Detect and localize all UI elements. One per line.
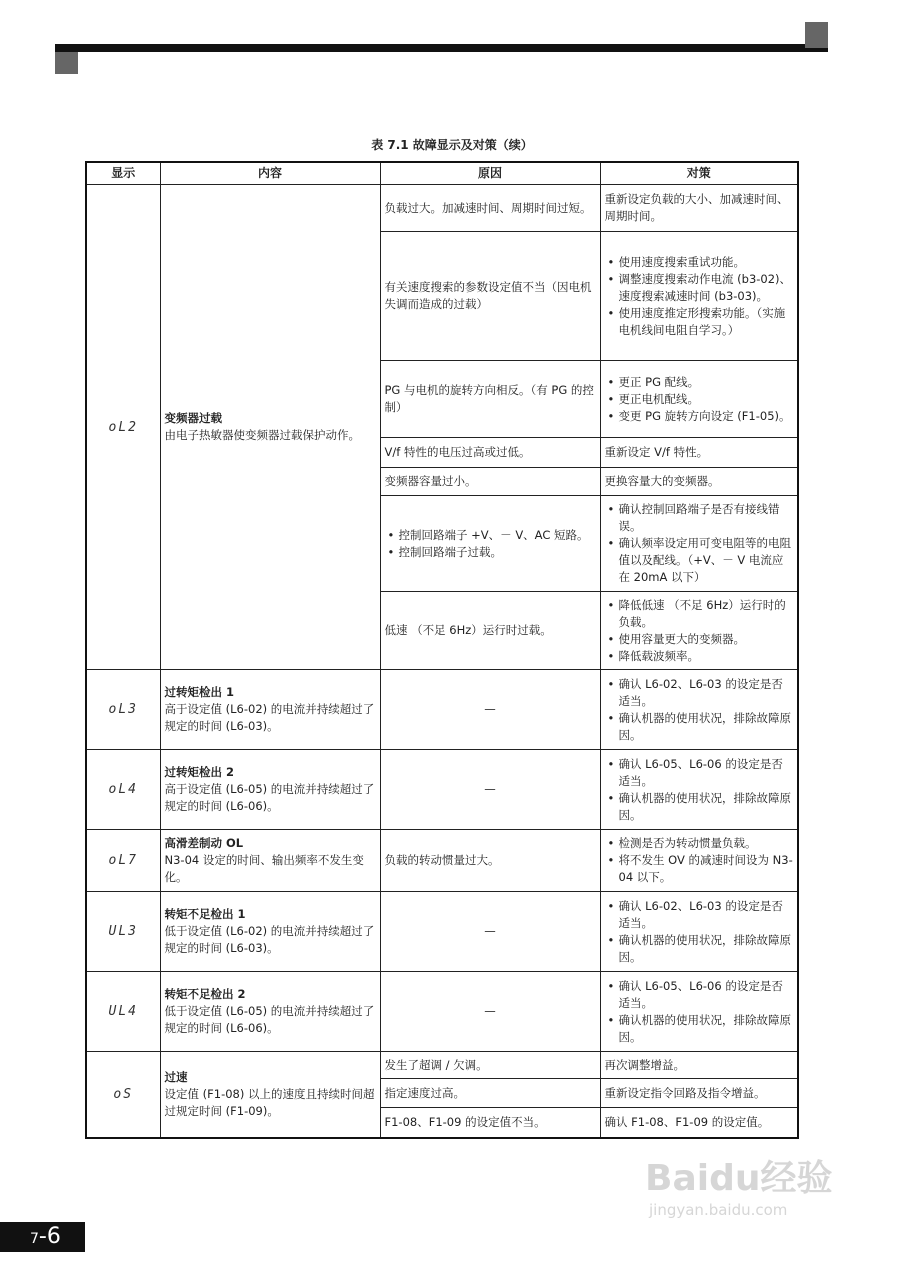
header-display: 显示 — [86, 162, 160, 185]
watermark-logo: Baidu经验 — [645, 1158, 833, 1199]
header-content: 内容 — [160, 162, 380, 185]
cause-cell: 指定速度过高。 — [380, 1079, 600, 1108]
fault-desc: 由电子热敏器使变频器过载保护动作。 — [164, 428, 360, 442]
remedy-cell — [600, 670, 798, 750]
list-item: • 使用速度搜索重试功能。 — [619, 254, 794, 271]
cause-cell: — — [380, 670, 600, 750]
fault-title: 过转矩检出 2 — [164, 765, 235, 779]
cause-cell: 负载过大。加减速时间、周期时间过短。 — [380, 185, 600, 232]
table-row — [86, 830, 798, 892]
fault-code: UL4 — [86, 972, 160, 1052]
fault-content — [160, 750, 380, 830]
fault-code: oL4 — [86, 750, 160, 830]
list-item: • 确认 L6-02、L6-03 的设定是否适当。 — [619, 898, 794, 932]
fault-desc: 设定值 (F1-08) 以上的速度且持续时间超过规定时间 (F1-09)。 — [164, 1086, 375, 1118]
table-header-row — [86, 162, 798, 185]
table-row — [86, 892, 798, 972]
list-item: • 确认机器的使用状况，排除故障原因。 — [619, 790, 794, 824]
fault-content — [160, 185, 380, 670]
header-square-right — [805, 22, 828, 48]
remedy-cell — [600, 750, 798, 830]
cause-cell: F1-08、F1-09 的设定值不当。 — [380, 1108, 600, 1138]
list-item: • 将不发生 OV 的减速时间设为 N3-04 以下。 — [619, 852, 794, 886]
table-row — [86, 670, 798, 750]
fault-desc: 低于设定值 (L6-02) 的电流并持续超过了规定的时间 (L6-03)。 — [164, 924, 375, 955]
remedy-cell — [600, 361, 798, 438]
remedy-cell: 重新设定 V/f 特性。 — [600, 438, 798, 468]
page-number — [0, 1222, 85, 1252]
fault-code: oL3 — [86, 670, 160, 750]
cause-cell: 发生了超调 / 欠调。 — [380, 1052, 600, 1079]
list-item: • 降低低速 （不足 6Hz）运行时的负载。 — [619, 597, 794, 631]
remedy-cell — [600, 496, 798, 592]
list-item: • 确认 L6-05、L6-06 的设定是否适当。 — [619, 978, 794, 1012]
fault-content — [160, 1052, 380, 1138]
remedy-cell: 重新设定负载的大小、加减速时间、周期时间。 — [600, 185, 798, 232]
cause-cell: 负载的转动惯量过大。 — [380, 830, 600, 892]
fault-content — [160, 972, 380, 1052]
fault-code: oL2 — [86, 185, 160, 670]
watermark-url: jingyan.baidu.com — [649, 1201, 788, 1219]
fault-title: 高滑差制动 OL — [164, 836, 244, 850]
fault-code: UL3 — [86, 892, 160, 972]
list-item: • 控制回路端子 +V、－ V、AC 短路。 — [399, 527, 596, 544]
fault-desc: N3-04 设定的时间、输出频率不发生变化。 — [164, 853, 364, 884]
baidu-watermark — [645, 1150, 855, 1250]
page-chapter: 7 — [30, 1231, 39, 1247]
cause-cell: 低速 （不足 6Hz）运行时过载。 — [380, 592, 600, 670]
cause-cell — [380, 496, 600, 592]
list-item: • 确认控制回路端子是否有接线错误。 — [619, 501, 794, 535]
list-item: • 调整速度搜索动作电流 (b3-02)、速度搜索减速时间 (b3-03)。 — [619, 271, 794, 305]
fault-content — [160, 830, 380, 892]
remedy-cell — [600, 592, 798, 670]
list-item: • 检测是否为转动惯量负载。 — [619, 835, 794, 852]
header-cause: 原因 — [380, 162, 600, 185]
table-row — [86, 185, 798, 232]
cause-cell: 有关速度搜索的参数设定值不当（因电机失调而造成的过载） — [380, 232, 600, 361]
fault-title: 转矩不足检出 1 — [164, 907, 246, 921]
remedy-cell: 重新设定指令回路及指令增益。 — [600, 1079, 798, 1108]
fault-title: 变频器过载 — [164, 411, 222, 425]
remedy-cell — [600, 830, 798, 892]
list-item: • 控制回路端子过载。 — [399, 544, 596, 561]
list-item: • 使用容量更大的变频器。 — [619, 631, 794, 648]
fault-title: 过转矩检出 1 — [164, 685, 235, 699]
fault-table — [85, 161, 799, 1139]
remedy-cell: 再次调整增益。 — [600, 1052, 798, 1079]
list-item: • 确认 L6-02、L6-03 的设定是否适当。 — [619, 676, 794, 710]
list-item: • 使用速度推定形搜索功能。（实施电机线间电阻自学习。） — [619, 305, 794, 339]
table-row — [86, 750, 798, 830]
list-item: • 确认 L6-05、L6-06 的设定是否适当。 — [619, 756, 794, 790]
fault-code: oS — [86, 1052, 160, 1138]
header-square-left — [55, 52, 78, 74]
list-item: • 更正电机配线。 — [619, 391, 794, 408]
remedy-cell: 更换容量大的变频器。 — [600, 468, 798, 496]
cause-cell: V/f 特性的电压过高或过低。 — [380, 438, 600, 468]
page-index: -6 — [38, 1224, 61, 1249]
remedy-cell — [600, 232, 798, 361]
fault-content — [160, 670, 380, 750]
cause-cell: — — [380, 972, 600, 1052]
table-row — [86, 972, 798, 1052]
header-remedy: 对策 — [600, 162, 798, 185]
cause-cell: 变频器容量过小。 — [380, 468, 600, 496]
list-item: • 变更 PG 旋转方向设定 (F1-05)。 — [619, 408, 794, 425]
remedy-cell — [600, 972, 798, 1052]
list-item: • 确认频率设定用可变电阻等的电阻值以及配线。（+V、－ V 电流应在 20mA 以下） — [619, 535, 794, 586]
fault-desc: 高于设定值 (L6-02) 的电流并持续超过了规定的时间 (L6-03)。 — [164, 702, 375, 733]
table-row — [86, 1052, 798, 1079]
fault-desc: 低于设定值 (L6-05) 的电流并持续超过了规定的时间 (L6-06)。 — [164, 1004, 375, 1035]
cause-cell: — — [380, 750, 600, 830]
fault-desc: 高于设定值 (L6-05) 的电流并持续超过了规定的时间 (L6-06)。 — [164, 782, 375, 813]
list-item: • 更正 PG 配线。 — [619, 374, 794, 391]
remedy-cell: 确认 F1-08、F1-09 的设定值。 — [600, 1108, 798, 1138]
fault-code: oL7 — [86, 830, 160, 892]
fault-content — [160, 892, 380, 972]
list-item: • 确认机器的使用状况，排除故障原因。 — [619, 932, 794, 966]
list-item: • 确认机器的使用状况，排除故障原因。 — [619, 1012, 794, 1046]
table-caption: 表 7.1 故障显示及对策（续） — [371, 138, 533, 152]
list-item: • 降低载波频率。 — [619, 648, 794, 665]
cause-cell: PG 与电机的旋转方向相反。（有 PG 的控制） — [380, 361, 600, 438]
list-item: • 确认机器的使用状况，排除故障原因。 — [619, 710, 794, 744]
header-bar — [55, 44, 828, 52]
fault-title: 转矩不足检出 2 — [164, 987, 246, 1001]
remedy-cell — [600, 892, 798, 972]
fault-title: 过速 — [164, 1069, 188, 1084]
cause-cell: — — [380, 892, 600, 972]
